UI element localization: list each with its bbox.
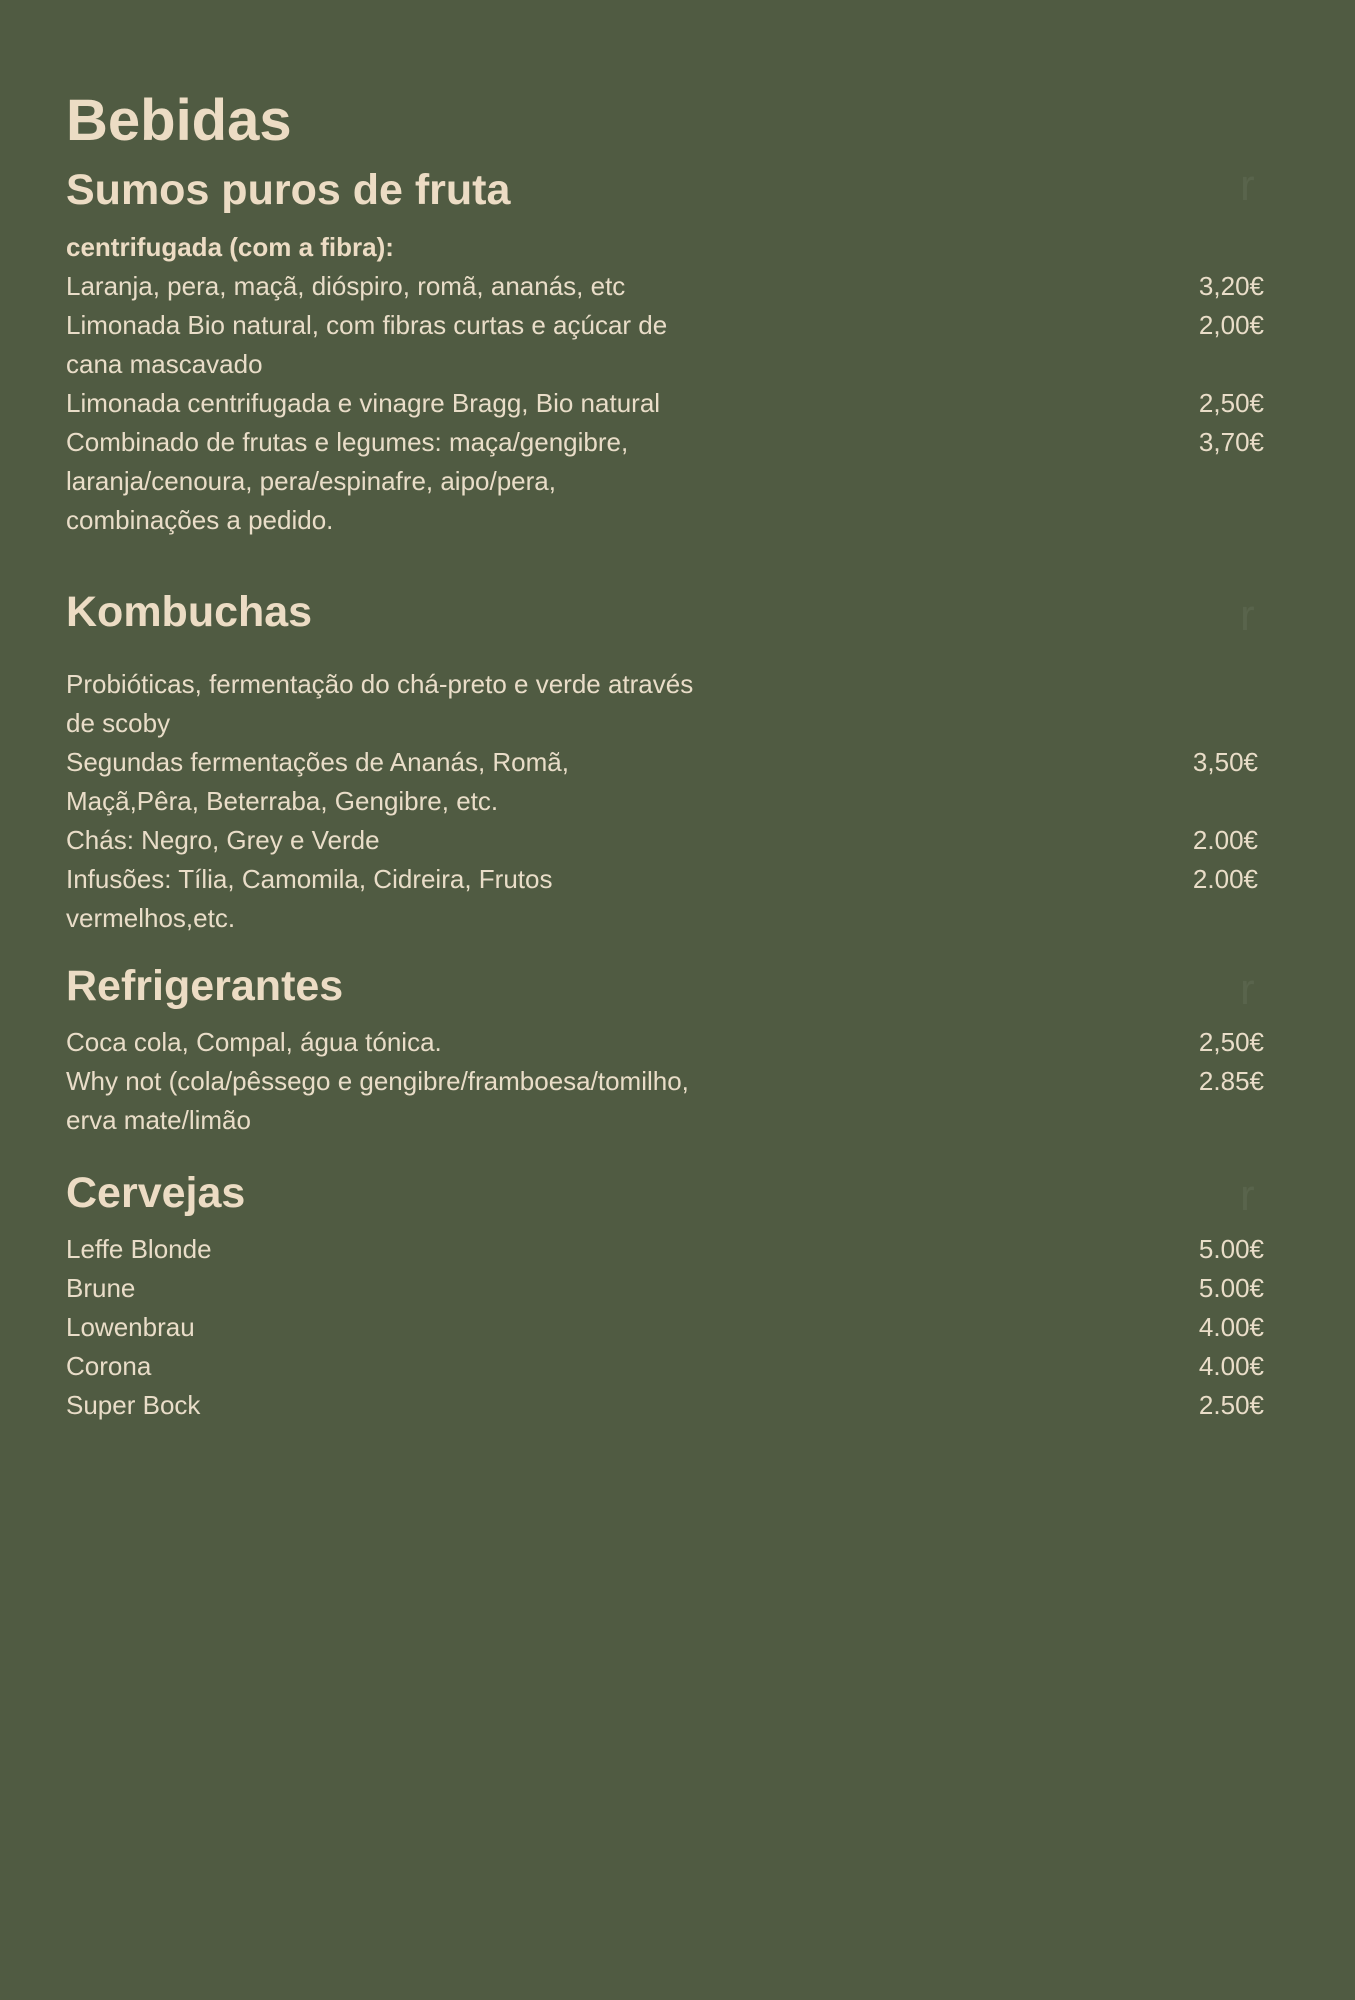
item-description: Segundas fermentações de Ananás, Romã, Maçã,Pêra, Beterraba, Gengibre, etc. [66, 747, 569, 816]
item-description: Limonada centrifugada e vinagre Bragg, Bio natural [66, 388, 661, 418]
page-title: Bebidas [66, 88, 292, 153]
menu-item [66, 423, 1266, 540]
menu-item [66, 1308, 1266, 1347]
item-description: Lowenbrau [66, 1312, 195, 1342]
item-description: Limonada Bio natural, com fibras curtas e açúcar de cana mascavado [66, 310, 668, 379]
menu-item [66, 743, 1266, 821]
item-price: 3,20€ [1198, 271, 1264, 301]
menu-item [66, 306, 1266, 384]
section-subhead-sumos: centrifugada (com a fibra): [66, 232, 394, 262]
item-price: 4.00€ [1198, 1312, 1264, 1342]
item-description: Corona [66, 1351, 152, 1381]
item-description: Laranja, pera, maçã, dióspiro, romã, ananás, etc [66, 271, 626, 301]
item-price: 5.00€ [1198, 1234, 1264, 1264]
menu-item [66, 1269, 1266, 1308]
item-description: Brune [66, 1273, 136, 1303]
menu-item [66, 665, 1266, 743]
item-description: Infusões: Tília, Camomila, Cidreira, Frutos vermelhos,etc. [66, 864, 553, 933]
item-price: 2.00€ [1192, 864, 1258, 894]
faint-mark: r [1240, 161, 1255, 210]
faint-mark: r [1240, 1171, 1255, 1220]
item-description: Leffe Blonde [66, 1234, 212, 1264]
item-price: 2,50€ [1198, 1027, 1264, 1057]
section-title-cervejas: Cervejas [66, 1169, 246, 1217]
item-price: 3,70€ [1198, 427, 1264, 457]
item-description: Combinado de frutas e legumes: maça/gengibre, laranja/cenoura, pera/espinafre, aipo/pera, combinações a pedido. [66, 427, 629, 535]
section-title-sumos: Sumos puros de fruta [66, 166, 511, 214]
item-price: 2,00€ [1198, 310, 1264, 340]
item-description: Why not (cola/pêssego e gengibre/framboesa/tomilho, erva mate/limão [66, 1066, 689, 1135]
faint-mark: r [1240, 591, 1255, 640]
item-description: Chás: Negro, Grey e Verde [66, 825, 380, 855]
item-price: 2.85€ [1198, 1066, 1264, 1096]
menu-item [66, 1062, 1266, 1140]
item-price: 5.00€ [1198, 1273, 1264, 1303]
menu-item [66, 1347, 1266, 1386]
item-price: 2.50€ [1198, 1390, 1264, 1420]
item-price: 3,50€ [1192, 747, 1258, 777]
item-description: Probióticas, fermentação do chá-preto e verde através de scoby [66, 669, 694, 738]
faint-mark: r [1240, 965, 1255, 1014]
item-description: Coca cola, Compal, água tónica. [66, 1027, 442, 1057]
menu-item [66, 384, 1266, 423]
item-description: Super Bock [66, 1390, 201, 1420]
menu-item [66, 821, 1266, 860]
menu-item [66, 267, 1266, 306]
item-price: 2,50€ [1198, 388, 1264, 418]
menu-item [66, 860, 1266, 938]
section-title-kombuchas: Kombuchas [66, 588, 313, 636]
item-price: 2.00€ [1192, 825, 1258, 855]
menu-item [66, 1230, 1266, 1269]
menu-item [66, 1386, 1266, 1425]
menu-item [66, 1023, 1266, 1062]
section-title-refrigerantes: Refrigerantes [66, 962, 344, 1010]
item-price: 4.00€ [1198, 1351, 1264, 1381]
